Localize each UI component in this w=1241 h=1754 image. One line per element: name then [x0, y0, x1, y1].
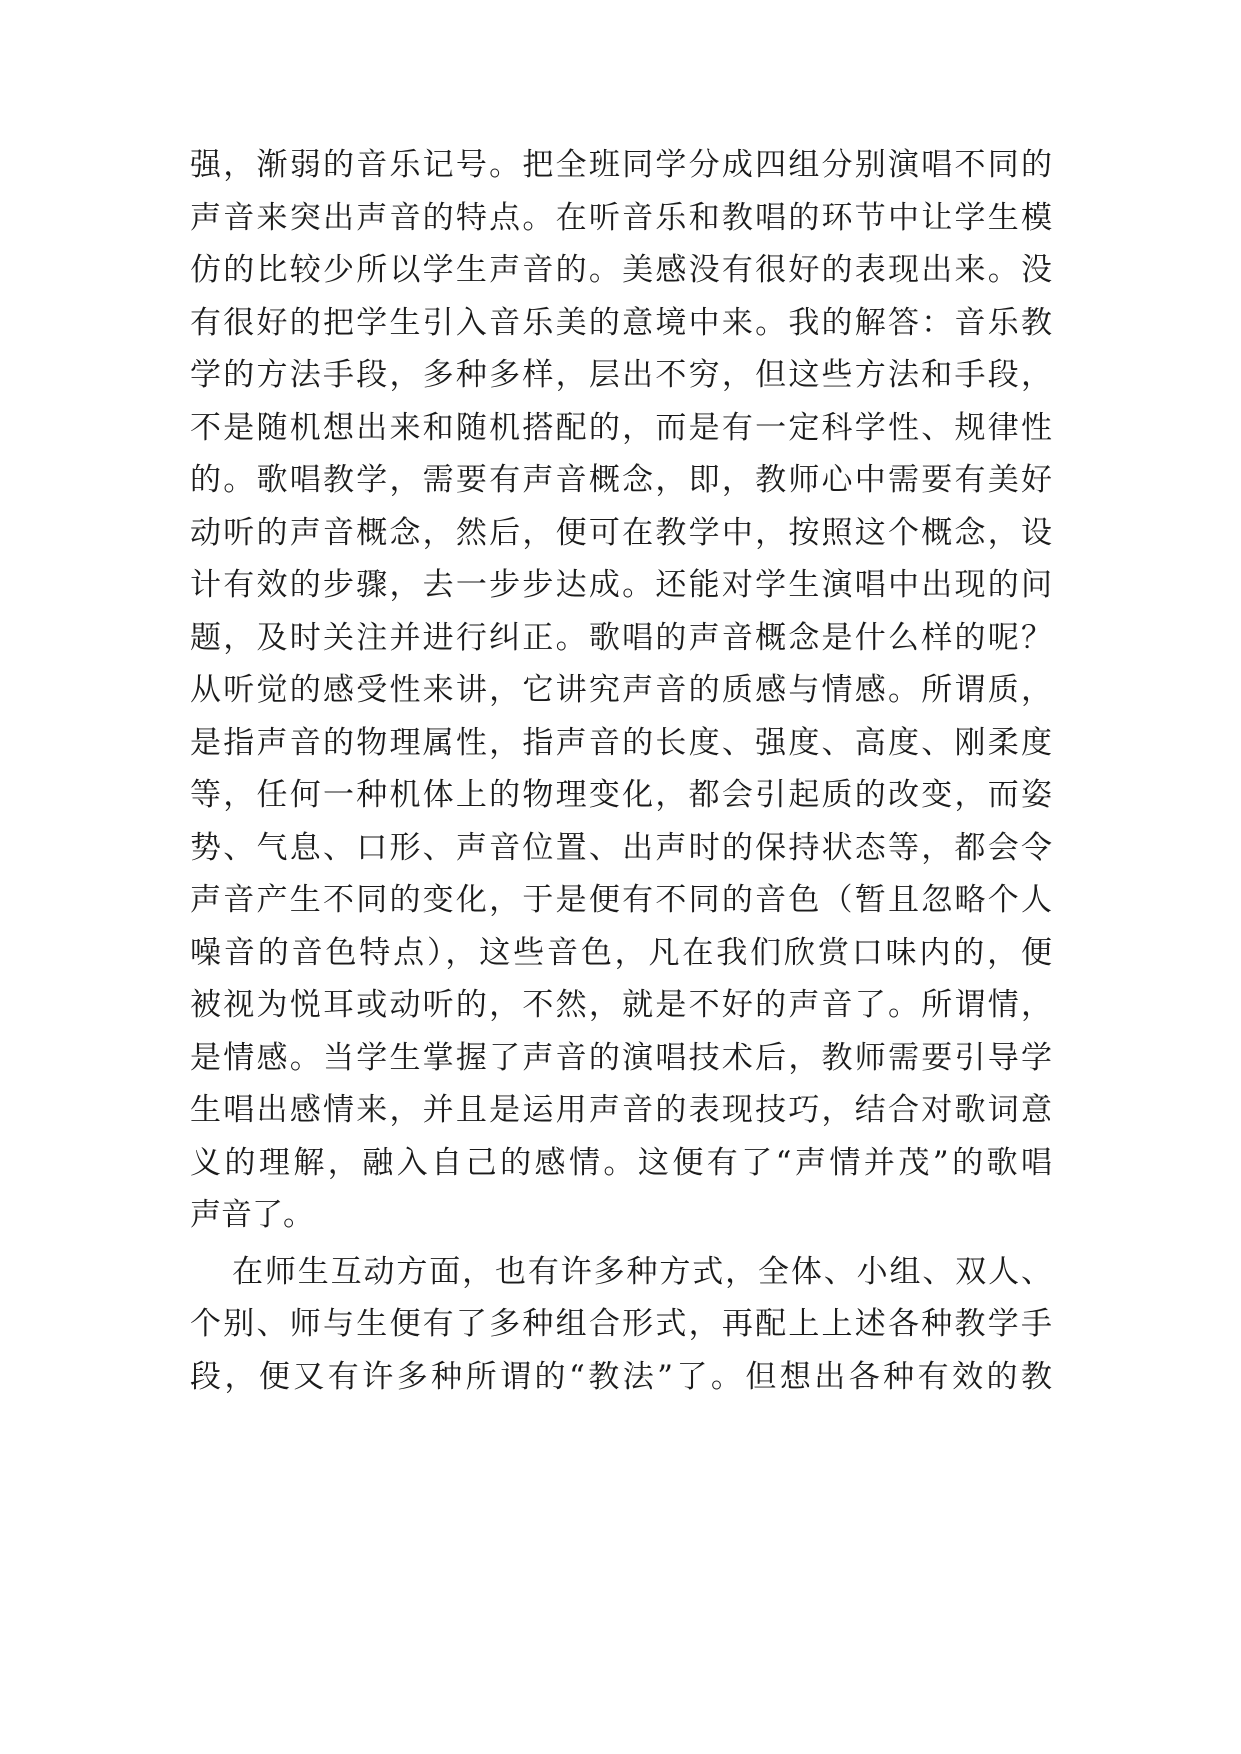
- text-line: 声音产生不同的变化，于是便有不同的音色（暂且忽略个人: [190, 882, 1052, 918]
- text-line: 生唱出感情来，并且是运用声音的表现技巧，结合对歌词意: [190, 1092, 1052, 1128]
- text-line: 是情感。当学生掌握了声音的演唱技术后，教师需要引导学: [190, 1039, 1052, 1076]
- text-line: 势、气息、口形、声音位置、出声时的保持状态等，都会令: [190, 829, 1052, 866]
- text-line: 强，渐弱的音乐记号。把全班同学分成四组分别演唱不同的: [190, 147, 1052, 183]
- text-line: 义的理解，融入自己的感情。这便有了“声情并茂”的歌唱: [190, 1144, 1052, 1181]
- text-line: 被视为悦耳或动听的，不然，就是不好的声音了。所谓情，: [190, 987, 1052, 1023]
- text-line: 声音来突出声音的特点。在听音乐和教唱的环节中让学生模: [190, 199, 1052, 236]
- text-line: 仿的比较少所以学生声音的。美感没有很好的表现出来。没: [190, 252, 1052, 288]
- text-line: 个别、师与生便有了多种组合形式，再配上上述各种教学手: [190, 1306, 1052, 1342]
- text-line: 等，任何一种机体上的物理变化，都会引起质的改变，而姿: [190, 777, 1052, 813]
- text-line: 动听的声音概念，然后，便可在教学中，按照这个概念，设: [190, 514, 1052, 551]
- text-line: 的。歌唱教学，需要有声音概念，即，教师心中需要有美好: [190, 462, 1052, 498]
- text-line: 在师生互动方面，也有许多种方式，全体、小组、双人、: [232, 1253, 1052, 1290]
- text-line: 题，及时关注并进行纠正。歌唱的声音概念是什么样的呢？: [190, 619, 1052, 656]
- text-line: 有很好的把学生引入音乐美的意境中来。我的解答：音乐教: [190, 304, 1052, 341]
- text-line: 学的方法手段，多种多样，层出不穷，但这些方法和手段，: [190, 357, 1052, 393]
- text-line: 从听觉的感受性来讲，它讲究声音的质感与情感。所谓质，: [190, 672, 1052, 708]
- text-line: 计有效的步骤，去一步步达成。还能对学生演唱中出现的问: [190, 567, 1052, 603]
- text-line: 噪音的音色特点），这些音色，凡在我们欣赏口味内的，便: [190, 934, 1052, 971]
- text-line: 段，便又有许多种所谓的“教法”了。但想出各种有效的教: [190, 1358, 1052, 1395]
- paragraph-1: [190, 139, 1052, 1242]
- text-line: 声音了。: [190, 1197, 314, 1233]
- paragraph-2: [190, 1246, 1052, 1404]
- document-page: [190, 139, 1052, 1403]
- text-line: 不是随机想出来和随机搭配的，而是有一定科学性、规律性: [190, 409, 1052, 446]
- text-line: 是指声音的物理属性，指声音的长度、强度、高度、刚柔度: [190, 724, 1052, 761]
